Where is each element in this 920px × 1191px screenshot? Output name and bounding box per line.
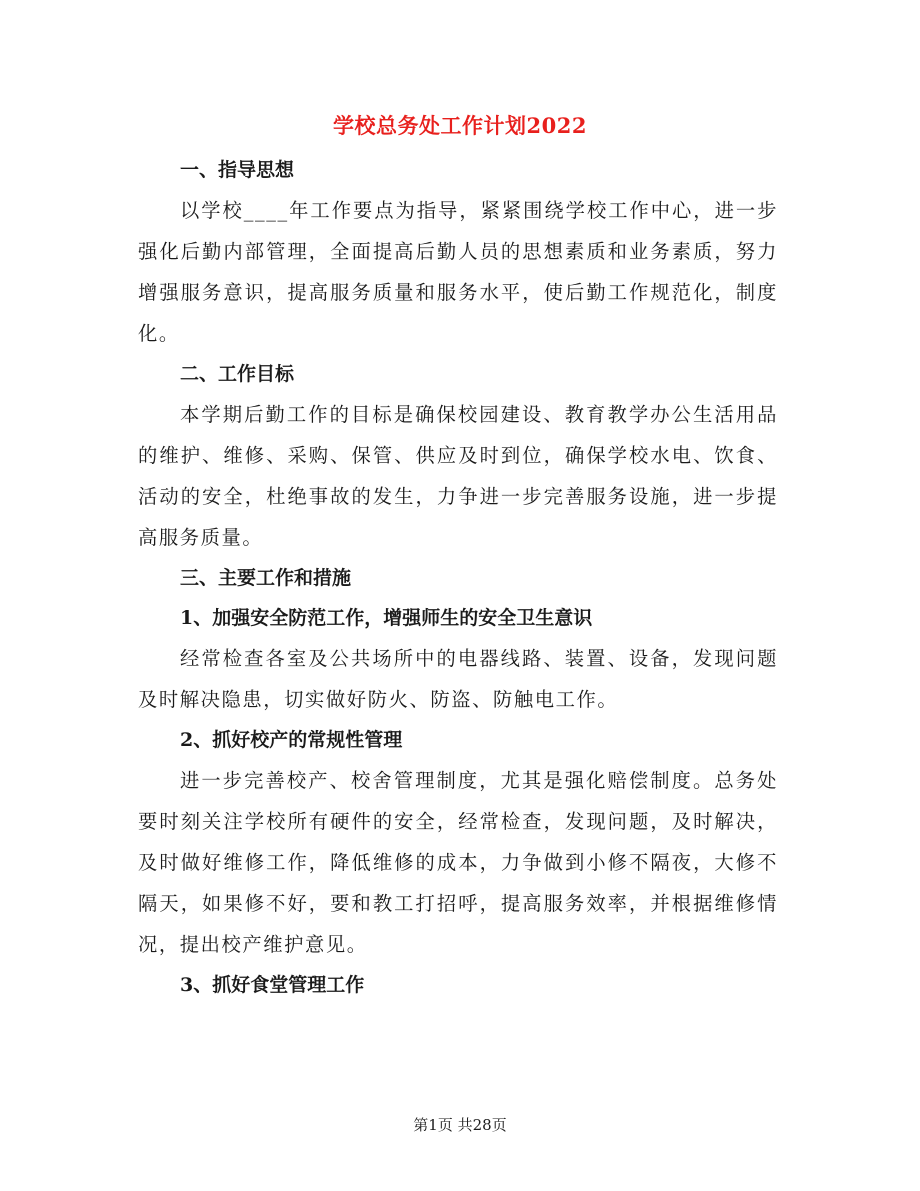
document-body — [138, 150, 778, 1005]
section-heading-guiding-ideology: 一、指导思想 — [180, 159, 295, 181]
subheading-canteen: 3、抓好食堂管理工作 — [180, 974, 365, 996]
subheading-safety: 1、加强安全防范工作，增强师生的安全卫生意识 — [180, 607, 593, 629]
subheading-asset-management: 2、抓好校产的常规性管理 — [180, 729, 403, 751]
paragraph-safety: 经常检查各室及公共场所中的电器线路、装置、设备，发现问题及时解决隐患，切实做好防火、防盗、防触电工作。 — [138, 647, 778, 711]
section-heading-main-work: 三、主要工作和措施 — [180, 567, 352, 589]
paragraph-guiding-ideology: 以学校____年工作要点为指导，紧紧围绕学校工作中心，进一步强化后勤内部管理，全面提高后勤人员的思想素质和业务素质，努力增强服务意识，提高服务质量和服务水平，使后勤工作规范化，制度化。 — [138, 199, 778, 345]
page-number-footer: 第1页 共28页 — [413, 1116, 507, 1134]
section-heading-work-goals: 二、工作目标 — [180, 363, 295, 385]
document-title: 学校总务处工作计划2022 — [333, 113, 587, 138]
paragraph-work-goals: 本学期后勤工作的目标是确保校园建设、教育教学办公生活用品的维护、维修、采购、保管、供应及时到位，确保学校水电、饮食、活动的安全，杜绝事故的发生，力争进一步完善服务设施，进一步提高服务质量。 — [138, 403, 778, 549]
paragraph-asset-management: 进一步完善校产、校舍管理制度，尤其是强化赔偿制度。总务处要时刻关注学校所有硬件的安全，经常检查，发现问题，及时解决，及时做好维修工作，降低维修的成本，力争做到小修不隔夜，大修不隔天，如果修不好，要和教工打招呼，提高服务效率，并根据维修情况，提出校产维护意见。 — [138, 769, 778, 956]
